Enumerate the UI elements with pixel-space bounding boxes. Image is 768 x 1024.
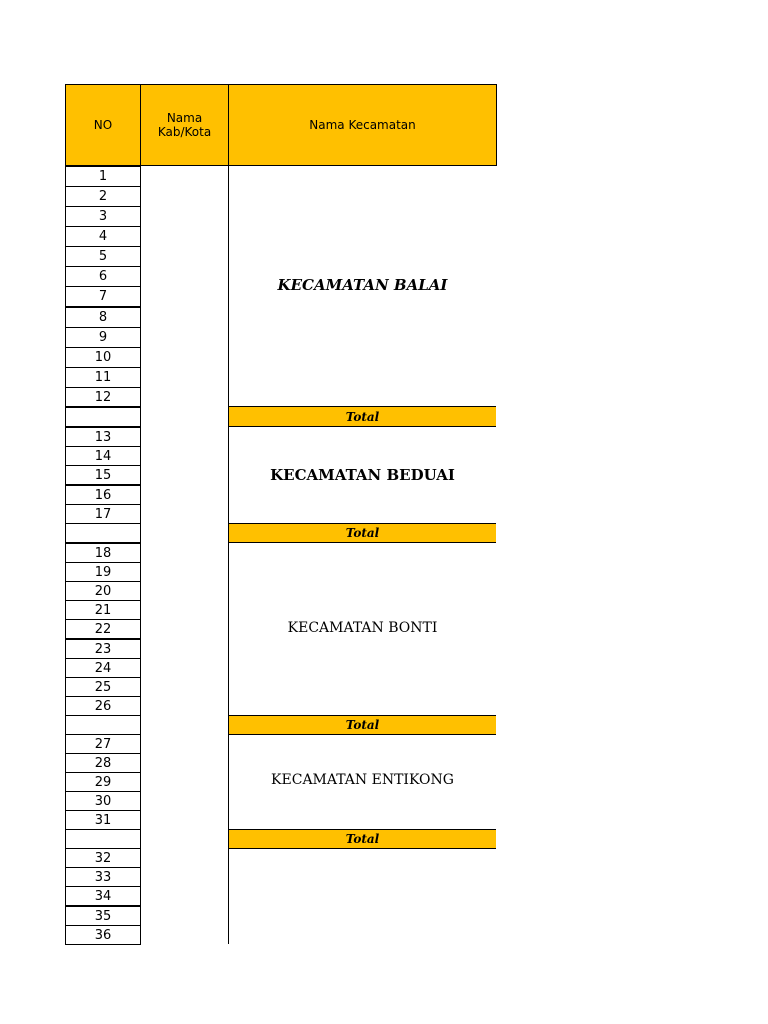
- row-number-cell: 32: [65, 848, 141, 868]
- row-number-cell: 10: [65, 347, 141, 368]
- row-number-cell: 6: [65, 266, 141, 287]
- row-number-cell: 16: [65, 485, 141, 505]
- row-number-cell: 18: [65, 543, 141, 563]
- row-number-cell: 7: [65, 286, 141, 307]
- row-number-cell: 28: [65, 753, 141, 773]
- row-number-cell: 19: [65, 562, 141, 582]
- total-row: [229, 523, 496, 543]
- row-number-cell: 11: [65, 367, 141, 388]
- column-divider: [228, 166, 229, 944]
- row-number-cell: 15: [65, 465, 141, 485]
- kecamatan-name: KECAMATAN BEDUAI: [270, 466, 455, 484]
- row-number-cell: 17: [65, 504, 141, 524]
- row-number-cell: 1: [65, 166, 141, 187]
- header-no: [65, 84, 141, 166]
- row-number-cell: 36: [65, 925, 141, 945]
- row-number-cell: 5: [65, 246, 141, 267]
- total-label: Total: [345, 718, 380, 732]
- row-number-cell: 34: [65, 886, 141, 906]
- row-number-cell: 3: [65, 206, 141, 227]
- row-number-cell: 31: [65, 810, 141, 830]
- row-number-cell: 25: [65, 677, 141, 697]
- total-row-empty-cell: [65, 715, 141, 735]
- total-label: Total: [345, 409, 380, 424]
- total-row: [229, 829, 496, 849]
- total-row-empty-cell: [65, 523, 141, 543]
- header-kab-kota: [140, 84, 229, 166]
- total-row-empty-cell: [65, 406, 141, 427]
- row-number-cell: 13: [65, 427, 141, 447]
- row-number-cell: 21: [65, 600, 141, 620]
- row-number-cell: 2: [65, 186, 141, 207]
- row-number-cell: 29: [65, 772, 141, 792]
- header-kab-kota-label: Nama Kab/Kota: [157, 111, 212, 139]
- total-row: [229, 406, 496, 427]
- row-number-cell: 23: [65, 639, 141, 659]
- row-number-cell: 4: [65, 226, 141, 247]
- row-number-cell: 30: [65, 791, 141, 811]
- row-number-cell: 33: [65, 867, 141, 887]
- header-no-label: NO: [93, 118, 113, 132]
- row-number-cell: 24: [65, 658, 141, 678]
- kecamatan-name: KECAMATAN ENTIKONG: [271, 772, 454, 788]
- total-label: Total: [345, 526, 380, 540]
- kecamatan-name: KECAMATAN BALAI: [277, 276, 448, 294]
- row-number-cell: 12: [65, 387, 141, 408]
- row-number-cell: 14: [65, 446, 141, 466]
- row-number-cell: 27: [65, 734, 141, 754]
- header-kecamatan: [228, 84, 497, 166]
- row-number-cell: 9: [65, 327, 141, 348]
- kecamatan-name: KECAMATAN BONTI: [287, 620, 438, 636]
- total-row-empty-cell: [65, 829, 141, 849]
- total-row: [229, 715, 496, 735]
- row-number-cell: 35: [65, 906, 141, 926]
- row-number-cell: 26: [65, 696, 141, 716]
- row-number-cell: 8: [65, 307, 141, 328]
- row-number-cell: 22: [65, 619, 141, 639]
- row-number-cell: 20: [65, 581, 141, 601]
- header-kecamatan-label: Nama Kecamatan: [309, 118, 416, 132]
- total-label: Total: [345, 832, 380, 846]
